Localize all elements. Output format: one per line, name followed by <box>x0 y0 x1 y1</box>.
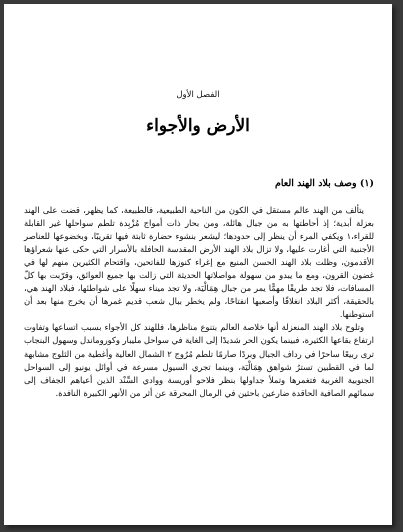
paragraph: وتلوح بلاد الهند المنعزلة أنها خلاصة العالم بتنوع مناظرها، فللهند كل الأجواء بسبب اتساعها وتفاوت ارتفاع بقاعها الكثيرة، فبينما يكون الحر شديدًا إلى الغاية في سواحل مليبار وكوروماندل وسهول البنجاب ترى ربيعًا ساحرًا في رداف الجبال وبردًا صارمًا تلطم مُرُوج ٢ الشمال العالية وأغطية من الثلوج مشابهة لما في القطبين تسترُ شواهق هِمَالْيَة، وبينما تجري السيول مسرعة في أوائل يونيو إلى السواحل الجنوبية الغربية فتغمرها وتملأ جداولها بنظر فلاحو أوريسة ووادي السِّنْد الذين أعياهم الجفاف إلى سمائهم الصافية الحاقدة ضارعين باحثين في الرمال المحرقة عن أثر من الأنهر الكبيرة النافدة. <box>24 322 374 398</box>
book-page <box>4 4 392 525</box>
paragraph: يتألف من الهند عالم مستقل في الكون من الناحية الطبيعية، فالطبيعة، كما يظهر، قضت على الهند بعزلة أبدية؛ إذ أحاطتها به من جبال هائلة، ومن بحار ذات أمواج مُزْبِدة تلطم سواحلها غير القابلة للقراء،١ ويكفي المرء أن ينظر إلى حدودها؛ ليشعر بنشوء حضارة ثابتة فيها تقريبًا، وبخضوعها للعناصر الأجنبية التي أغارت عليها، ولا تزال بلاد الهند الأرض المقدسة الحافلة بالأسرار التي حكى عنها شعراؤها الأقدمون، وظلت بلاد الهند الحسن المنيع مع إغراء كنوزها للفاتحين، واقتحام الكثيرين منهم لها في غضون القرون، ومع ما يبدو من سهولة مواصلاتها الحديثة التي زالت بها جميع العوائق، وقرّبت بها كلّ المسافات، فلا تجد طريقًا مهمًّا يمر من جبال هِمَالْيَة، ولا تجد ميناء سهلًا على شواطئها، فبلاد الهند هي، بالحقيقة، أكثر البلاد انغلاقًا وأصعبها انفتاحًا، ولم يخطر ببال شعب قديم غمرها أن يخرج منها بعد أن استوطنها. <box>24 205 374 320</box>
chapter-title: الأرض والأجواء <box>146 116 250 136</box>
section-heading: (١) وصف بلاد الهند العام <box>274 178 374 189</box>
chapter-label: الفصل الأول <box>176 90 220 100</box>
body-text <box>24 204 374 400</box>
